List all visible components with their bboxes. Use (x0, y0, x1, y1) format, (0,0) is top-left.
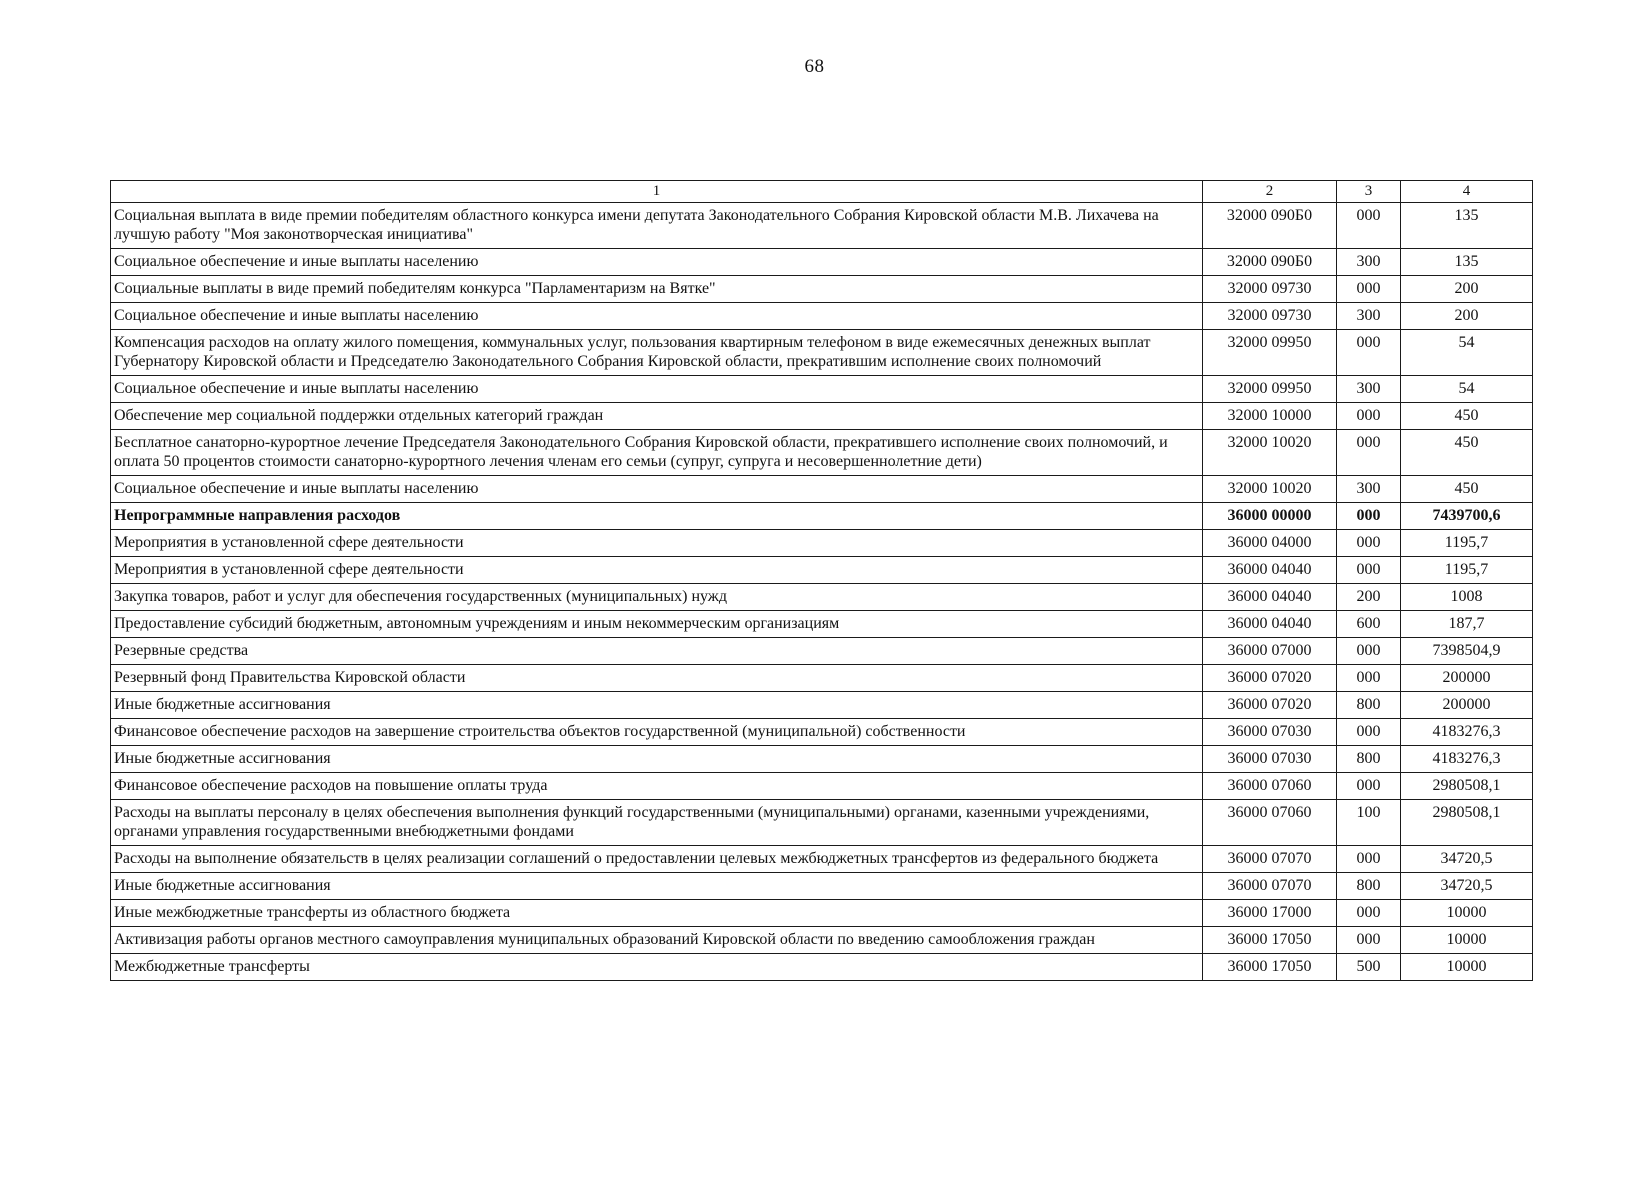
row-code-cell: 36000 07030 (1203, 719, 1337, 746)
row-type-cell: 000 (1337, 719, 1401, 746)
row-name-cell: Расходы на выплаты персоналу в целях обеспечения выполнения функций государственными (муниципальными) органами, казенными учреждениями, органами управления государственными внебюджетными фондами (111, 800, 1203, 846)
row-code-cell: 36000 07000 (1203, 638, 1337, 665)
row-type-cell: 300 (1337, 249, 1401, 276)
row-sum-cell: 200 (1401, 276, 1533, 303)
table-row (111, 403, 1533, 430)
row-name-cell: Резервный фонд Правительства Кировской области (111, 665, 1203, 692)
row-code-cell: 32000 090Б0 (1203, 249, 1337, 276)
row-code-cell: 32000 09730 (1203, 276, 1337, 303)
row-type-cell: 000 (1337, 330, 1401, 376)
row-code-cell: 32000 09950 (1203, 330, 1337, 376)
table-body (111, 203, 1533, 981)
row-code-cell: 32000 09730 (1203, 303, 1337, 330)
row-code-cell: 36000 17050 (1203, 954, 1337, 981)
row-type-cell: 000 (1337, 403, 1401, 430)
table-row (111, 900, 1533, 927)
row-type-cell: 800 (1337, 692, 1401, 719)
table-row (111, 873, 1533, 900)
row-type-cell: 000 (1337, 276, 1401, 303)
row-sum-cell: 1008 (1401, 584, 1533, 611)
row-type-cell: 000 (1337, 557, 1401, 584)
table-row (111, 303, 1533, 330)
row-name-cell: Иные бюджетные ассигнования (111, 746, 1203, 773)
row-sum-cell: 10000 (1401, 927, 1533, 954)
row-name-cell: Финансовое обеспечение расходов на завершение строительства объектов государственной (муниципальной) собственности (111, 719, 1203, 746)
row-code-cell: 36000 07030 (1203, 746, 1337, 773)
row-code-cell: 36000 07060 (1203, 773, 1337, 800)
row-name-cell: Бесплатное санаторно-курортное лечение Председателя Законодательного Собрания Кировской области, прекратившего исполнение своих полномочий, и оплата 50 процентов стоимости санаторно-курортного лечения членам его семьи (супруг, супруга и несовершеннолетние дети) (111, 430, 1203, 476)
row-code-cell: 36000 17050 (1203, 927, 1337, 954)
row-name-cell: Социальные выплаты в виде премий победителям конкурса "Парламентаризм на Вятке" (111, 276, 1203, 303)
row-name-cell: Финансовое обеспечение расходов на повышение оплаты труда (111, 773, 1203, 800)
row-name-cell: Социальное обеспечение и иные выплаты населению (111, 476, 1203, 503)
table-row (111, 638, 1533, 665)
table-row (111, 692, 1533, 719)
row-type-cell: 300 (1337, 376, 1401, 403)
row-sum-cell: 7439700,6 (1401, 503, 1533, 530)
row-sum-cell: 187,7 (1401, 611, 1533, 638)
row-sum-cell: 34720,5 (1401, 846, 1533, 873)
row-code-cell: 36000 07060 (1203, 800, 1337, 846)
row-sum-cell: 10000 (1401, 900, 1533, 927)
row-name-cell: Социальное обеспечение и иные выплаты населению (111, 376, 1203, 403)
row-code-cell: 36000 04040 (1203, 584, 1337, 611)
table-row (111, 954, 1533, 981)
row-type-cell: 000 (1337, 638, 1401, 665)
row-code-cell: 36000 04040 (1203, 611, 1337, 638)
table-row (111, 927, 1533, 954)
table-row (111, 376, 1533, 403)
row-name-cell: Межбюджетные трансферты (111, 954, 1203, 981)
table-row (111, 665, 1533, 692)
page-number: 68 (804, 56, 825, 77)
row-code-cell: 32000 10020 (1203, 430, 1337, 476)
row-name-cell: Социальное обеспечение и иные выплаты населению (111, 249, 1203, 276)
row-type-cell: 600 (1337, 611, 1401, 638)
row-sum-cell: 135 (1401, 203, 1533, 249)
row-name-cell: Обеспечение мер социальной поддержки отдельных категорий граждан (111, 403, 1203, 430)
row-type-cell: 100 (1337, 800, 1401, 846)
row-name-cell: Иные бюджетные ассигнования (111, 692, 1203, 719)
row-sum-cell: 54 (1401, 376, 1533, 403)
row-code-cell: 36000 07020 (1203, 692, 1337, 719)
row-type-cell: 800 (1337, 873, 1401, 900)
row-type-cell: 800 (1337, 746, 1401, 773)
table-row (111, 330, 1533, 376)
table-row (111, 584, 1533, 611)
row-name-cell: Иные межбюджетные трансферты из областного бюджета (111, 900, 1203, 927)
row-sum-cell: 450 (1401, 430, 1533, 476)
row-sum-cell: 4183276,3 (1401, 719, 1533, 746)
table-row (111, 611, 1533, 638)
row-sum-cell: 1195,7 (1401, 530, 1533, 557)
table-row (111, 557, 1533, 584)
table-row (111, 503, 1533, 530)
row-type-cell: 200 (1337, 584, 1401, 611)
row-type-cell: 500 (1337, 954, 1401, 981)
table-row (111, 276, 1533, 303)
row-name-cell: Активизация работы органов местного самоуправления муниципальных образований Кировской области по введению самообложения граждан (111, 927, 1203, 954)
row-name-cell: Компенсация расходов на оплату жилого помещения, коммунальных услуг, пользования квартирным телефоном в виде ежемесячных денежных выплат Губернатору Кировской области и Председателю Законодательного Собрания Кировской области, прекратившим исполнение своих полномочий (111, 330, 1203, 376)
header-col-1: 1 (111, 181, 1203, 203)
row-code-cell: 36000 07070 (1203, 846, 1337, 873)
row-name-cell: Непрограммные направления расходов (111, 503, 1203, 530)
row-name-cell: Резервные средства (111, 638, 1203, 665)
row-type-cell: 000 (1337, 203, 1401, 249)
row-sum-cell: 135 (1401, 249, 1533, 276)
row-code-cell: 32000 09950 (1203, 376, 1337, 403)
row-type-cell: 300 (1337, 476, 1401, 503)
row-code-cell: 36000 04000 (1203, 530, 1337, 557)
row-name-cell: Закупка товаров, работ и услуг для обеспечения государственных (муниципальных) нужд (111, 584, 1203, 611)
row-sum-cell: 2980508,1 (1401, 800, 1533, 846)
row-code-cell: 36000 07020 (1203, 665, 1337, 692)
table-row (111, 746, 1533, 773)
row-type-cell: 000 (1337, 665, 1401, 692)
row-sum-cell: 450 (1401, 403, 1533, 430)
row-type-cell: 000 (1337, 927, 1401, 954)
budget-table-container (110, 180, 1532, 981)
budget-table (110, 180, 1533, 981)
row-type-cell: 000 (1337, 530, 1401, 557)
header-col-2: 2 (1203, 181, 1337, 203)
row-sum-cell: 54 (1401, 330, 1533, 376)
row-name-cell: Расходы на выполнение обязательств в целях реализации соглашений о предоставлении целевых межбюджетных трансфертов из федерального бюджета (111, 846, 1203, 873)
row-sum-cell: 10000 (1401, 954, 1533, 981)
table-row (111, 430, 1533, 476)
row-code-cell: 36000 07070 (1203, 873, 1337, 900)
row-sum-cell: 450 (1401, 476, 1533, 503)
table-row (111, 773, 1533, 800)
row-type-cell: 000 (1337, 846, 1401, 873)
row-type-cell: 000 (1337, 773, 1401, 800)
row-name-cell: Социальная выплата в виде премии победителям областного конкурса имени депутата Законодательного Собрания Кировской области М.В. Лихачева на лучшую работу "Моя законотворческая инициатива" (111, 203, 1203, 249)
header-col-4: 4 (1401, 181, 1533, 203)
row-code-cell: 32000 10020 (1203, 476, 1337, 503)
row-name-cell: Мероприятия в установленной сфере деятельности (111, 530, 1203, 557)
row-sum-cell: 2980508,1 (1401, 773, 1533, 800)
row-code-cell: 36000 17000 (1203, 900, 1337, 927)
row-sum-cell: 34720,5 (1401, 873, 1533, 900)
table-header-row (111, 181, 1533, 203)
row-name-cell: Социальное обеспечение и иные выплаты населению (111, 303, 1203, 330)
table-row (111, 530, 1533, 557)
row-sum-cell: 1195,7 (1401, 557, 1533, 584)
table-row (111, 846, 1533, 873)
table-row (111, 800, 1533, 846)
row-code-cell: 32000 090Б0 (1203, 203, 1337, 249)
row-code-cell: 36000 04040 (1203, 557, 1337, 584)
row-sum-cell: 200 (1401, 303, 1533, 330)
row-type-cell: 000 (1337, 503, 1401, 530)
row-type-cell: 000 (1337, 430, 1401, 476)
table-row (111, 249, 1533, 276)
row-sum-cell: 7398504,9 (1401, 638, 1533, 665)
row-sum-cell: 200000 (1401, 665, 1533, 692)
row-code-cell: 32000 10000 (1203, 403, 1337, 430)
row-code-cell: 36000 00000 (1203, 503, 1337, 530)
table-row (111, 203, 1533, 249)
table-row (111, 476, 1533, 503)
table-row (111, 719, 1533, 746)
row-sum-cell: 200000 (1401, 692, 1533, 719)
row-name-cell: Мероприятия в установленной сфере деятельности (111, 557, 1203, 584)
row-name-cell: Иные бюджетные ассигнования (111, 873, 1203, 900)
header-col-3: 3 (1337, 181, 1401, 203)
row-type-cell: 000 (1337, 900, 1401, 927)
row-sum-cell: 4183276,3 (1401, 746, 1533, 773)
row-name-cell: Предоставление субсидий бюджетным, автономным учреждениям и иным некоммерческим организациям (111, 611, 1203, 638)
row-type-cell: 300 (1337, 303, 1401, 330)
